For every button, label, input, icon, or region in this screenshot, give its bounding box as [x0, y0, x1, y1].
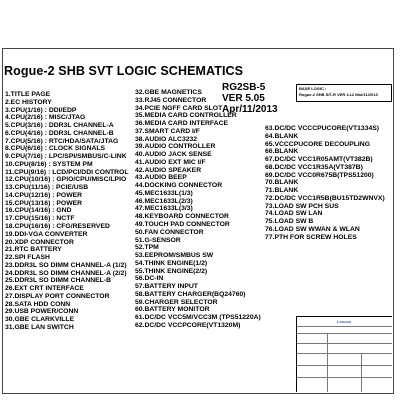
toc-entry: 56.DC-IN	[135, 275, 164, 283]
board-name: RG2SB-5	[222, 82, 266, 93]
toc-entry: 23.DDR3L SO DIMM CHANNEL-A (1/2)	[5, 261, 127, 269]
toc-entry: 6.CPU(4/16) : DDR3L CHANNEL-B	[5, 129, 114, 137]
toc-entry: 36.MEDIA CARD INTERFACE	[135, 120, 229, 128]
base-logic-value: Rogue-2 SHB SIT-R VER 4.12 Mar/11/2013	[299, 91, 378, 97]
title-block-divider	[297, 326, 392, 327]
title-block-divider	[297, 353, 392, 354]
toc-entry: 4.CPU(2/16) : MISC/JTAG	[5, 114, 86, 122]
toc-entry: 14.CPU(12/16) : POWER	[5, 191, 83, 199]
title-block-divider	[327, 333, 328, 392]
toc-entry: 76.LOAD SW WWAN & WLAN	[265, 225, 360, 233]
version: VER 5.05	[222, 93, 265, 104]
toc-entry: 49.TOUCH PAD CONNECTOR	[135, 221, 230, 229]
toc-entry: 39.AUDIO CONTROLLER	[135, 143, 216, 151]
toc-entry: 52.TPM	[135, 244, 159, 252]
toc-entry: 16.CPU(14/16) : GND	[5, 207, 72, 215]
toc-entry: 24.DDR3L SO DIMM CHANNEL-A (2/2)	[5, 269, 127, 277]
toc-entry: 53.EEPROM/SMBUS SW	[135, 252, 214, 260]
toc-entry: 63.DC/DC VCCCPUCORE(VT1334S)	[265, 125, 380, 132]
toc-entry: 60.BATTERY MONITOR	[135, 306, 210, 314]
toc-entry: 66.BLANK	[265, 148, 299, 156]
toc-entry: 8.CPU(6/16) : CLOCK SIGNALS	[5, 145, 106, 153]
toc-entry: 73.LOAD SW PCH SUS	[265, 202, 339, 210]
toc-entry: 45.MEC1633L(1/3)	[135, 189, 193, 197]
title-block-divider	[297, 343, 392, 344]
toc-entry: 57.BATTERY INPUT	[135, 283, 198, 291]
toc-entry: 41.AUDIO EXT MIC I/F	[135, 158, 206, 166]
toc-entry: 77.PTH FOR SCREW HOLES	[265, 233, 357, 241]
toc-entry: 72.DC/DC VCC1R5B(BU15TD2WNVX)	[265, 194, 385, 202]
toc-entry: 15.CPU(13/16) : POWER	[5, 199, 83, 207]
toc-column-3	[265, 125, 385, 241]
toc-entry: 1.TITLE PAGE	[5, 91, 51, 98]
toc-entry: 71.BLANK	[265, 187, 299, 195]
toc-entry: 12.CPU(10/16) : GPIO/CPU/MISC/LPIO	[5, 176, 127, 184]
toc-entry: 13.CPU(11/16) : PCIE/USB	[5, 184, 89, 192]
toc-column-2	[135, 89, 261, 330]
toc-entry: 61.DC/DC VCC5M/VCC3M (TPS51220A)	[135, 314, 261, 322]
toc-entry: 37.SMART CARD I/F	[135, 127, 200, 135]
toc-entry: 28.SATA HDD CONN	[5, 300, 71, 308]
toc-entry: 74.LOAD SW LAN	[265, 210, 323, 218]
toc-column-1	[5, 91, 129, 332]
toc-entry: 3.CPU(1/16) : DDI/EDP	[5, 106, 77, 114]
toc-entry: 46.MEC1633L(2/3)	[135, 197, 193, 205]
toc-entry: 42.AUDIO SPEAKER	[135, 166, 202, 174]
toc-entry: 67.DC/DC VCC1R05AMT(VT382B)	[265, 156, 373, 164]
toc-entry: 33.RJ45 CONNECTOR	[135, 96, 207, 104]
toc-entry: 75.LOAD SW B	[265, 218, 314, 226]
toc-entry: 70.BLANK	[265, 179, 299, 187]
toc-entry: 35.MEDIA CARD CONTROLLER	[135, 112, 237, 120]
company-logo: Lenovo	[337, 319, 352, 324]
toc-entry: 18.CPU(16/16) : CFG/RESERVED	[5, 223, 110, 231]
toc-entry: 69.DC/DC VCC0R675B(TPS51200)	[265, 171, 374, 179]
toc-entry: 65.VCCCPUCORE DECOUPLING	[265, 140, 370, 148]
toc-entry: 17.CPU(15/16) : NCTF	[5, 215, 75, 223]
toc-entry: 32.GBE MAGNETICS	[135, 89, 202, 96]
toc-entry: 27.DISPLAY PORT CONNECTOR	[5, 292, 110, 300]
toc-entry: 50.FAN CONNECTOR	[135, 228, 204, 236]
toc-entry: 7.CPU(5/16) : RTC/HDA/SATA/JTAG	[5, 137, 119, 145]
toc-entry: 2.EC HISTORY	[5, 98, 52, 106]
title-block-divider	[297, 333, 392, 334]
toc-entry: 20.XDP CONNECTOR	[5, 238, 74, 246]
toc-entry: 22.SPI FLASH	[5, 254, 50, 262]
toc-entry: 31.GBE LAN SWITCH	[5, 323, 74, 331]
toc-entry: 34.PCIE NGFF CARD SLOT	[135, 104, 223, 112]
toc-entry: 64.BLANK	[265, 132, 299, 140]
toc-entry: 30.GBE CLARKVILLE	[5, 316, 75, 324]
title-block-divider	[297, 365, 392, 366]
toc-entry: 62.DC/DC VCCPCORE(VT1320M)	[135, 321, 241, 329]
toc-entry: 58.BATTERY CHARGER(BQ24760)	[135, 290, 246, 298]
title-block-divider	[297, 377, 392, 378]
toc-entry: 40.AUDIO JACK SENSE	[135, 151, 212, 159]
title-block	[296, 316, 392, 392]
toc-entry: 9.CPU(7/16) : LPC/SPI/SMBUS/C-LINK	[5, 153, 127, 161]
toc-entry: 55.THINK ENGINE(2/2)	[135, 267, 208, 275]
revision-date: Apr/11/2013	[222, 104, 278, 115]
toc-entry: 11.CPU(9/16) : LCD/PCI/DDI CONTROL	[5, 168, 129, 176]
toc-entry: 29.USB POWER/CONN	[5, 308, 79, 316]
toc-entry: 47.MEC1633L(3/3)	[135, 205, 193, 213]
toc-entry: 54.THINK ENGINE(1/2)	[135, 259, 208, 267]
toc-entry: 44.DOCKING CONNECTOR	[135, 182, 223, 190]
toc-entry: 68.DC/DC VCC1R35A(VT387B)	[265, 163, 363, 171]
document-title: Rogue-2 SHB SVT LOGIC SCHEMATICS	[4, 64, 244, 78]
toc-entry: 51.G-SENSOR	[135, 236, 181, 244]
toc-entry: 26.EXT CRT INTERFACE	[5, 285, 84, 293]
toc-entry: 21.RTC BATTERY	[5, 246, 62, 254]
toc-entry: 43.AUDIO BEEP	[135, 174, 187, 182]
toc-entry: 19.DDI-VGA CONVERTER	[5, 230, 88, 238]
toc-entry: 25.DDR3L SO DIMM CHANNEL-B	[5, 277, 111, 285]
base-logic-box	[296, 84, 392, 102]
toc-entry: 10.CPU(8/16) : SYSTEM PM	[5, 160, 93, 168]
base-logic-label: BASE LOGIC :	[299, 86, 327, 91]
toc-entry: 48.KEYBOARD CONNECTOR	[135, 213, 229, 221]
toc-entry: 38.AUDIO ALC3232	[135, 135, 198, 143]
toc-entry: 5.CPU(3/16) : DDR3L CHANNEL-A	[5, 122, 114, 130]
title-block-divider	[361, 353, 362, 392]
toc-entry: 59.CHARGER SELECTOR	[135, 298, 218, 306]
